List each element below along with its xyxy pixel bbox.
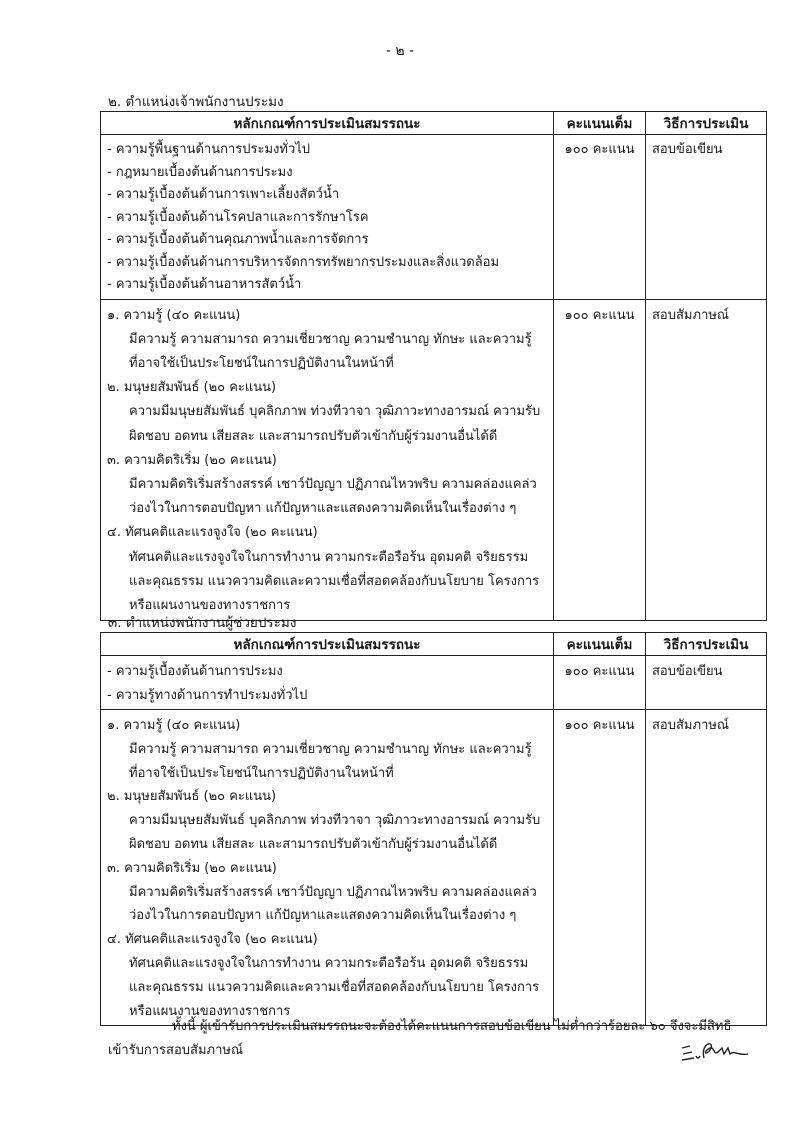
criteria-line: ผิดชอบ อดทน เสียสละ และสามารถปรับตัวเข้ากับผู้ร่วมงานอื่นได้ดี xyxy=(129,836,498,852)
criteria-line: ว่องไวในการตอบปัญหา แก้ปัญหาและแสดงความคิดเห็นในเรื่องต่าง ๆ xyxy=(129,908,517,924)
criteria-line: ที่อาจใช้เป็นประโยชน์ในการปฏิบัติงานในหน้าที่ xyxy=(129,355,394,371)
full-score-header: คะแนนเต็ม xyxy=(554,633,646,656)
assessment-method-cell: สอบข้อเขียน xyxy=(646,656,767,710)
criteria-line: มีความรู้ ความสามารถ ความเชี่ยวชาญ ความชำนาญ ทักษะ และความรู้ xyxy=(129,741,532,757)
criteria-header: หลักเกณฑ์การประเมินสมรรถนะ xyxy=(101,633,554,656)
criteria-line: ๑. ความรู้ (๔๐ คะแนน) xyxy=(107,718,241,733)
criteria-line: และคุณธรรม แนวความคิดและความเชื่อที่สอดคล้องกับนโยบาย โครงการ xyxy=(129,573,540,589)
criteria-line: ทัศนคติและแรงจูงใจในการทำงาน ความกระตือรือร้น อุดมคติ จริยธรรม xyxy=(129,549,529,565)
criteria-line: - ความรู้เบื้องต้นด้านโรคปลาและการรักษาโรค xyxy=(107,209,369,225)
table-row xyxy=(101,299,767,621)
method-header: วิธีการประเมิน xyxy=(646,112,767,135)
full-score-cell: ๑๐๐ คะแนน xyxy=(554,710,646,1026)
footer-note xyxy=(108,1015,768,1063)
criteria-line: หรือแผนงานของทางราชการ xyxy=(129,597,291,613)
footer-line-1: ทั้งนี้ ผู้เข้ารับการประเมินสมรรถนะจะต้องได้คะแนนการสอบข้อเขียน ไม่ต่ำกว่าร้อยละ ๖๐ จึงจะมีสิทธิ xyxy=(172,1019,732,1034)
criteria-line: ผิดชอบ อดทน เสียสละ และสามารถปรับตัวเข้ากับผู้ร่วมงานอื่นได้ดี xyxy=(129,428,498,444)
assessment-method-cell: สอบสัมภาษณ์ xyxy=(646,299,767,621)
assessment-method-cell: สอบสัมภาษณ์ xyxy=(646,710,767,1026)
criteria-line: ๓. ความคิดริเริ่ม (๒๐ คะแนน) xyxy=(107,452,277,468)
criteria-line: ๔. ทัศนคติและแรงจูงใจ (๒๐ คะแนน) xyxy=(107,932,318,948)
criteria-cell xyxy=(101,135,554,300)
table-row xyxy=(101,656,767,710)
criteria-line: - ความรู้เบื้องต้นด้านการบริหารจัดการทรัพยากรประมงและสิ่งแวดล้อม xyxy=(107,254,500,270)
header-row xyxy=(101,112,767,135)
criteria-line: ว่องไวในการตอบปัญหา แก้ปัญหาและแสดงความคิดเห็นในเรื่องต่าง ๆ xyxy=(129,501,517,517)
header-row xyxy=(101,633,767,656)
criteria-line: และคุณธรรม แนวความคิดและความเชื่อที่สอดคล้องกับนโยบาย โครงการ xyxy=(129,979,540,995)
criteria-line: - ความรู้พื้นฐานด้านการประมงทั่วไป xyxy=(107,142,311,157)
criteria-table-section-2 xyxy=(100,111,767,621)
table-row xyxy=(101,710,767,1026)
criteria-line: ๔. ทัศนคติและแรงจูงใจ (๒๐ คะแนน) xyxy=(107,525,318,541)
criteria-line: - ความรู้เบื้องต้นด้านคุณภาพน้ำและการจัดการ xyxy=(107,232,369,247)
criteria-line: หรือแผนงานของทางราชการ xyxy=(129,1003,291,1019)
full-score-cell: ๑๐๐ คะแนน xyxy=(554,135,646,300)
section-title-3: ๓. ตำแหน่งพนักงานผู้ช่วยประมง xyxy=(108,615,297,631)
criteria-line: - กฎหมายเบื้องต้นด้านการประมง xyxy=(107,164,293,180)
criteria-header: หลักเกณฑ์การประเมินสมรรถนะ xyxy=(101,112,554,135)
assessment-method-cell: สอบข้อเขียน xyxy=(646,135,767,300)
criteria-line: ความมีมนุษยสัมพันธ์ บุคลิกภาพ ท่วงทีวาจา วุฒิภาวะทางอารมณ์ ความรับ xyxy=(129,813,541,829)
criteria-line: - ความรู้เบื้องต้นด้านการเพาะเลี้ยงสัตว์น้ำ xyxy=(107,187,340,202)
criteria-cell xyxy=(101,656,554,710)
criteria-cell xyxy=(101,299,554,621)
criteria-cell xyxy=(101,710,554,1026)
criteria-line: มีความรู้ ความสามารถ ความเชี่ยวชาญ ความชำนาญ ทักษะ และความรู้ xyxy=(129,331,532,347)
page-number: - ๒ - xyxy=(385,43,415,59)
footer-line-2: เข้ารับการสอบสัมภาษณ์ xyxy=(108,1043,244,1058)
criteria-line: ๓. ความคิดริเริ่ม (๒๐ คะแนน) xyxy=(107,860,277,876)
criteria-line: - ความรู้ทางด้านการทำประมงทั่วไป xyxy=(107,687,308,703)
criteria-line: ที่อาจใช้เป็นประโยชน์ในการปฏิบัติงานในหน้าที่ xyxy=(129,765,394,781)
method-header: วิธีการประเมิน xyxy=(646,633,767,656)
full-score-cell: ๑๐๐ คะแนน xyxy=(554,299,646,621)
full-score-header: คะแนนเต็ม xyxy=(554,112,646,135)
criteria-line: ๒. มนุษยสัมพันธ์ (๒๐ คะแนน) xyxy=(107,789,277,805)
criteria-line: มีความคิดริเริ่มสร้างสรรค์ เชาว์ปัญญา ปฏิภาณไหวพริบ ความคล่องแคล่ว xyxy=(129,476,537,492)
criteria-line: ๒. มนุษยสัมพันธ์ (๒๐ คะแนน) xyxy=(107,380,277,396)
full-score-cell: ๑๐๐ คะแนน xyxy=(554,656,646,710)
criteria-line: มีความคิดริเริ่มสร้างสรรค์ เชาว์ปัญญา ปฏิภาณไหวพริบ ความคล่องแคล่ว xyxy=(129,884,537,900)
criteria-line: ทัศนคติและแรงจูงใจในการทำงาน ความกระตือรือร้น อุดมคติ จริยธรรม xyxy=(129,955,529,971)
criteria-table-section-3 xyxy=(100,632,767,1026)
criteria-line: - ความรู้เบื้องต้นด้านอาหารสัตว์น้ำ xyxy=(107,277,302,292)
section-title-2: ๒. ตำแหน่งเจ้าพนักงานประมง xyxy=(108,94,284,110)
table-row xyxy=(101,135,767,300)
criteria-line: - ความรู้เบื้องต้นด้านการประมง xyxy=(107,664,283,679)
criteria-line: ๑. ความรู้ (๔๐ คะแนน) xyxy=(107,307,241,323)
signature xyxy=(680,1036,750,1066)
criteria-line: ความมีมนุษยสัมพันธ์ บุคลิกภาพ ท่วงทีวาจา วุฒิภาวะทางอารมณ์ ความรับ xyxy=(129,404,541,420)
